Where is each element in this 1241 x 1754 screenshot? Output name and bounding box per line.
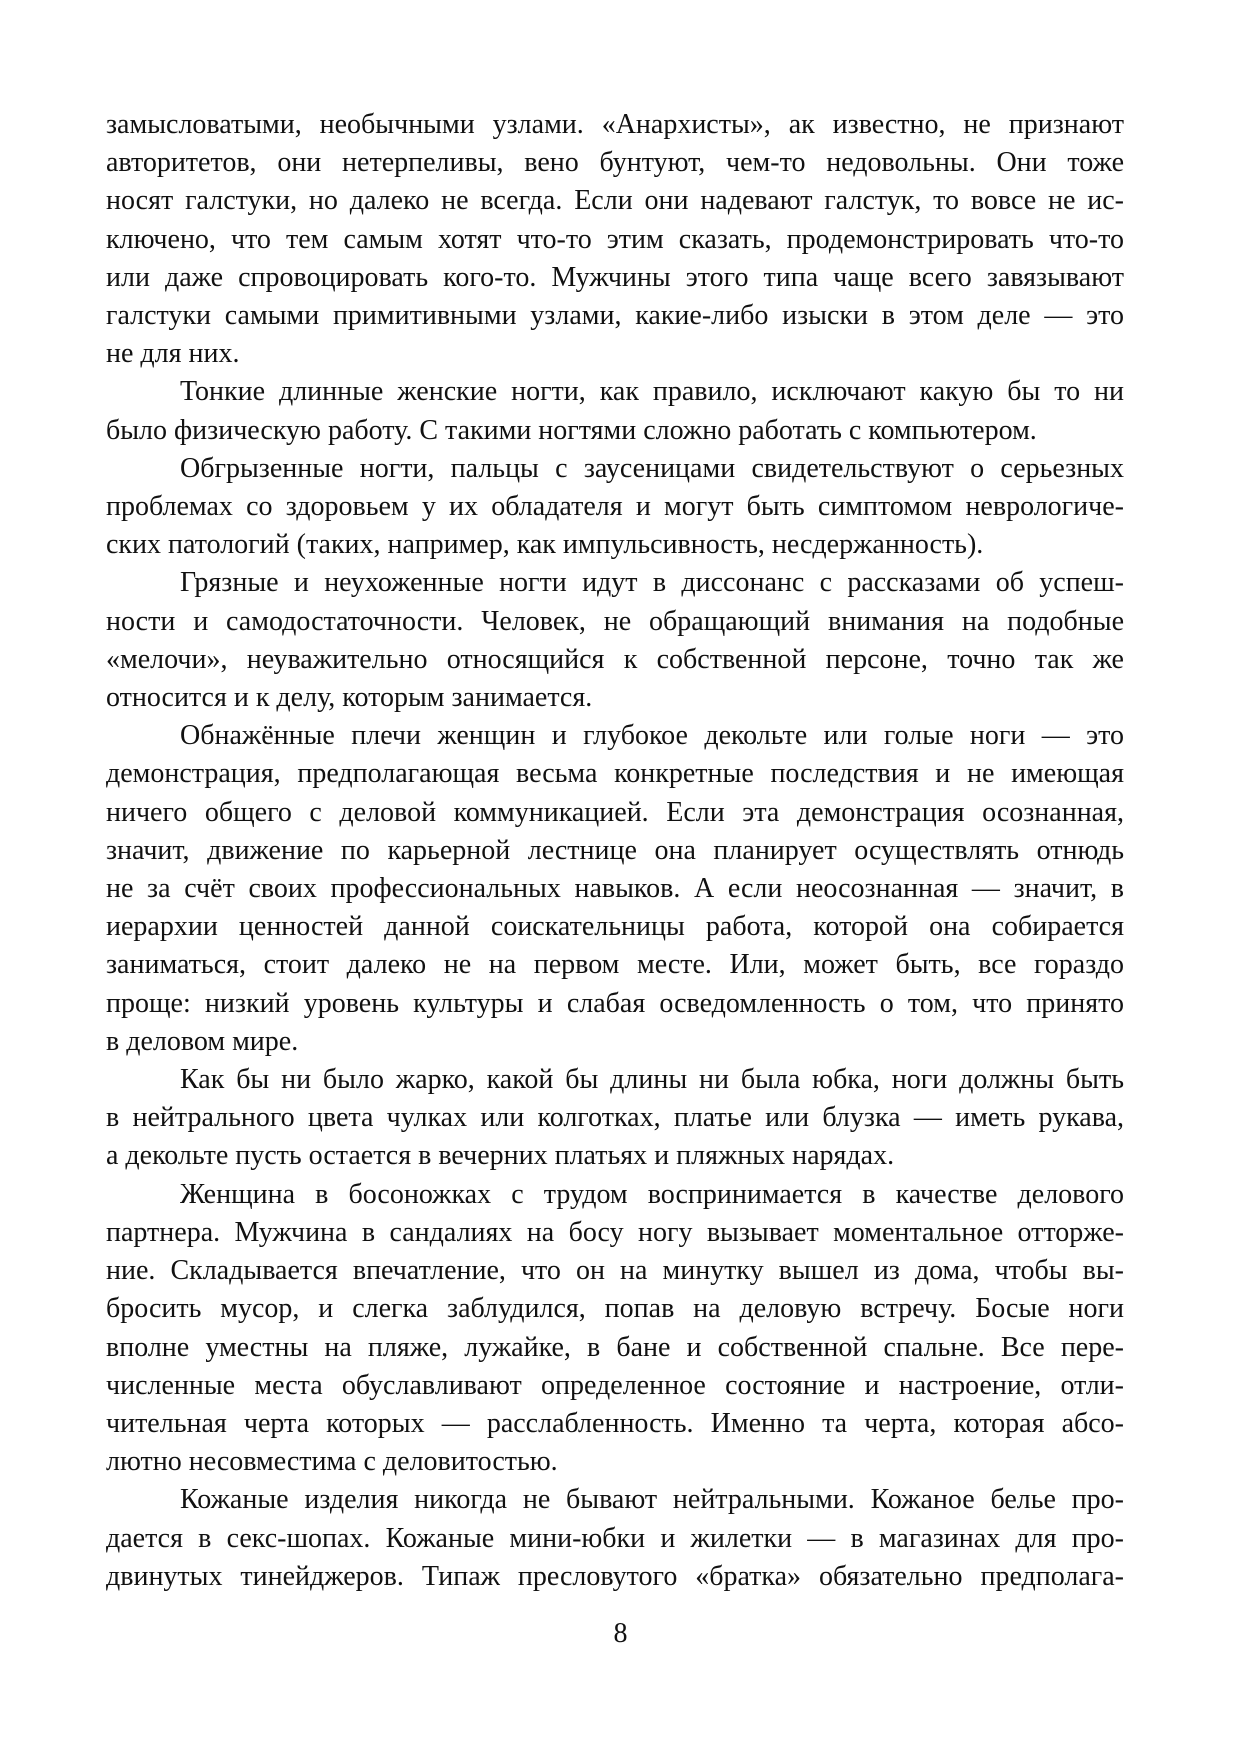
- text-line: было физическую работу. С такими ногтями сложно работать с компьютером.: [106, 414, 1037, 446]
- text-line: ности и самодостаточности. Человек, не обращающий внимания на подобные: [106, 605, 1124, 637]
- text-line: значит, движение по карьерной лестнице она планирует осуществлять отнюдь: [106, 834, 1124, 866]
- text-line: авторитетов, они нетерпеливы, вено бунтуют, чем-то недовольны. Они тоже: [106, 147, 1124, 179]
- text-line: Обгрызенные ногти, пальцы с заусеницами свидетельствуют о серьезных: [180, 452, 1124, 484]
- paragraph: [106, 1176, 1124, 1482]
- text-line: численные места обуславливают определенное состояние и настроение, отли-: [106, 1369, 1124, 1401]
- paragraph: [106, 450, 1124, 565]
- text-line: лютно несовместима с деловитостью.: [106, 1446, 558, 1478]
- text-line: «мелочи», неуважительно относящийся к собственной персоне, точно так же: [106, 643, 1124, 675]
- text-line: демонстрация, предполагающая весьма конкретные последствия и не имеющая: [106, 758, 1124, 790]
- text-line: относится и к делу, которым занимается.: [106, 682, 593, 714]
- text-line: партнера. Мужчина в сандалиях на босу ногу вызывает моментальное отторже-: [106, 1216, 1124, 1248]
- text-line: иерархии ценностей данной соискательницы работа, которой она собирается: [106, 911, 1124, 943]
- paragraph: [106, 1481, 1124, 1596]
- text-line: ние. Складывается впечатление, что он на минутку вышел из дома, чтобы вы-: [106, 1255, 1124, 1287]
- paragraph: [106, 717, 1124, 1061]
- text-line: не за счёт своих профессиональных навыков. А если неосознанная — значит, в: [106, 873, 1124, 905]
- page-number: 8: [613, 1618, 628, 1649]
- text-line: Грязные и неухоженные ногти идут в диссонанс с рассказами об успеш-: [180, 567, 1124, 599]
- text-line: бросить мусор, и слегка заблудился, попав на деловую встречу. Босые ноги: [106, 1293, 1124, 1325]
- text-line: Обнажённые плечи женщин и глубокое декольте или голые ноги — это: [180, 720, 1124, 752]
- text-line: Как бы ни было жарко, какой бы длины ни была юбка, ноги должны быть: [180, 1064, 1124, 1096]
- text-line: или даже спровоцировать кого-то. Мужчины этого типа чаще всего завязывают: [106, 261, 1124, 293]
- paragraph: [106, 1061, 1124, 1176]
- text-line: Тонкие длинные женские ногти, как правило, исключают какую бы то ни: [180, 376, 1124, 408]
- text-line: галстуки самыми примитивными узлами, какие-либо изыски в этом деле — это: [106, 300, 1124, 332]
- text-line: в деловом мире.: [106, 1025, 299, 1057]
- text-line: Женщина в босоножках с трудом воспринимается в качестве делового: [180, 1178, 1124, 1210]
- text-line: Кожаные изделия никогда не бывают нейтральными. Кожаное белье про-: [180, 1484, 1124, 1516]
- paragraph: [106, 564, 1124, 717]
- text-line: двинутых тинейджеров. Типаж пресловутого «братка» обязательно предполага-: [106, 1560, 1124, 1592]
- text-line: чительная черта которых — расслабленность. Именно та черта, которая абсо-: [106, 1407, 1124, 1439]
- paragraph: [106, 373, 1124, 449]
- text-line: проблемах со здоровьем у их обладателя и могут быть симптомом неврологиче-: [106, 491, 1124, 523]
- text-line: вполне уместны на пляже, лужайке, в бане и собственной спальне. Все пере-: [106, 1331, 1124, 1363]
- text-line: дается в секс-шопах. Кожаные мини-юбки и жилетки — в магазинах для про-: [106, 1522, 1124, 1554]
- text-line: ничего общего с деловой коммуникацией. Если эта демонстрация осознанная,: [106, 796, 1124, 828]
- text-line: носят галстуки, но далеко не всегда. Если они надевают галстук, то вовсе не ис-: [106, 185, 1124, 217]
- text-line: в нейтрального цвета чулках или колготках, платье или блузка — иметь рукава,: [106, 1102, 1124, 1134]
- text-line: ключено, что тем самым хотят что-то этим сказать, продемонстрировать что-то: [106, 223, 1124, 255]
- text-line: ских патологий (таких, например, как импульсивность, несдержанность).: [106, 529, 984, 561]
- text-line: а декольте пусть остается в вечерних платьях и пляжных нарядах.: [106, 1140, 895, 1172]
- page-body: [106, 106, 1124, 1596]
- text-line: не для них.: [106, 338, 240, 370]
- paragraph: [106, 106, 1124, 373]
- text-line: замысловатыми, необычными узлами. «Анархисты», ак известно, не признают: [106, 109, 1124, 140]
- text-line: заниматься, стоит далеко не на первом месте. Или, может быть, все гораздо: [106, 949, 1124, 981]
- text-line: проще: низкий уровень культуры и слабая осведомленность о том, что принято: [106, 987, 1124, 1019]
